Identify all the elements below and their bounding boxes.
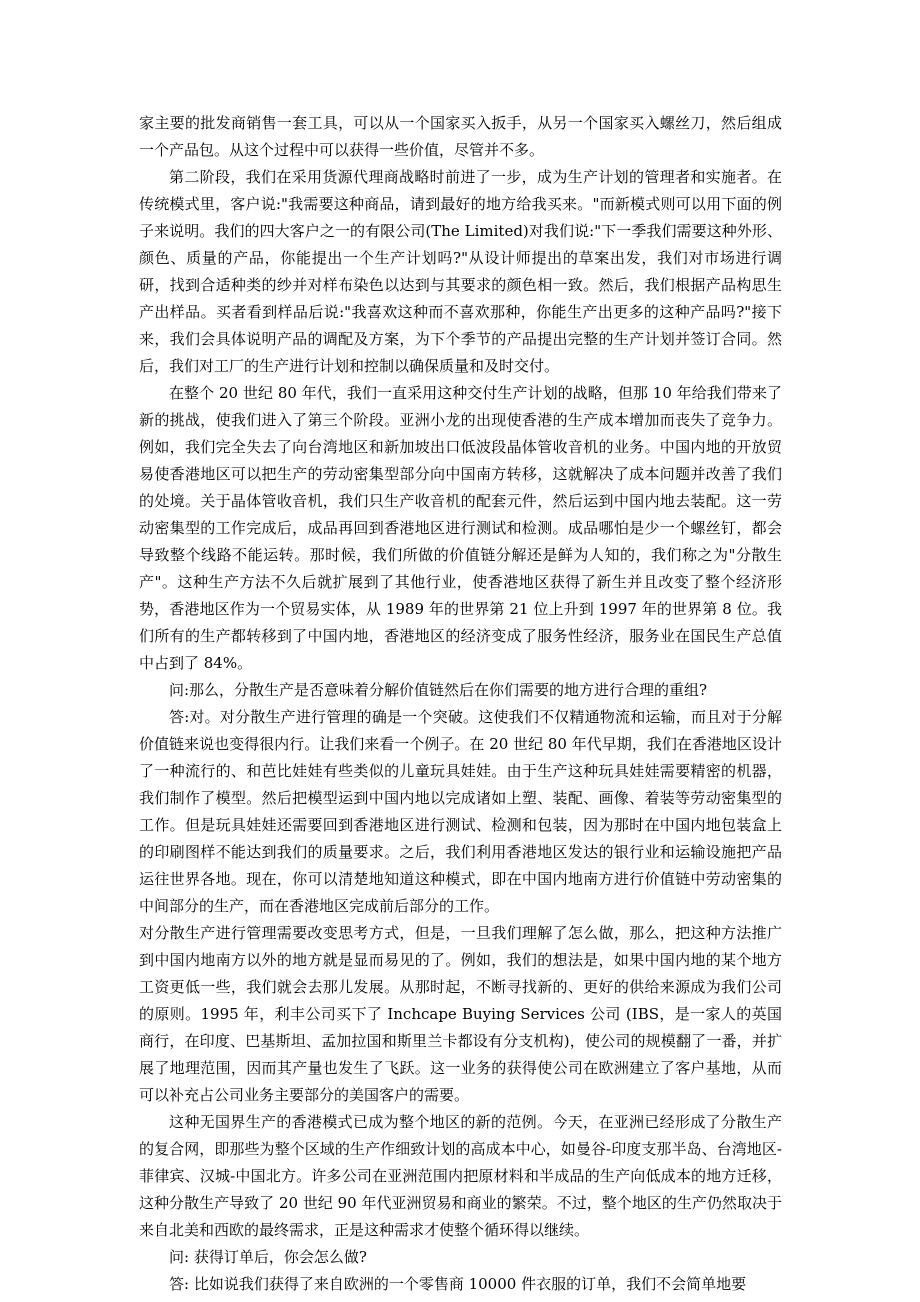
paragraph-5: 答:对。对分散生产进行管理的确是一个突破。这使我们不仅精通物流和运输，而且对于分解价值链来说也变得很内行。让我们来看一个例子。在 20 世纪 80 年代早期，我们在香港地区设计了一种流行的、和芭比娃娃有些类似的儿童玩具娃娃。由于生产这种玩具娃娃需要精密的机器，我们制作了模型。然后把模型运到中国内地以完成诸如上塑、装配、画像、着装等劳动密集型的工作。但是玩具娃娃还需要回到香港地区进行测试、检测和包装，因为那时在中国内地包装盒上的印刷图样不能达到我们的质量要求。之后，我们利用香港地区发达的银行业和运输设施把产品运往世界各地。现在，你可以清楚地知道这种模式，即在中国内地南方进行价值链中劳动密集的中间部分的生产，而在香港地区完成前后部分的工作。 bbox=[139, 708, 782, 915]
paragraph-2: 第二阶段，我们在采用货源代理商战略时前进了一步，成为生产计划的管理者和实施者。在传统模式里，客户说:"我需要这种商品，请到最好的地方给我买来。"而新模式则可以用下面的例子来说明。我们的四大客户之一的有限公司(The Limited)对我们说:"下一季我们需要这种外形、颜色、质量的产品，你能提出一个生产计划吗?"从设计师提出的草案出发，我们对市场进行调研，找到合适种类的纱并对样布染色以达到与其要求的颜色相一致。然后，我们根据产品构思生产出样品。买者看到样品后说:"我喜欢这种而不喜欢那种，你能生产出更多的这种产品吗?"接下来，我们会具体说明产品的调配及方案，为下个季节的产品提出完整的生产计划并签订合同。然后，我们对工厂的生产进行计划和控制以确保质量和及时交付。 bbox=[139, 168, 782, 375]
paragraph-7: 这种无国界生产的香港模式已成为整个地区的新的范例。今天，在亚洲已经形成了分散生产的复合网，即那些为整个区域的生产作细致计划的高成本中心，如曼谷-印度支那半岛、台湾地区-菲律宾、汉城-中国北方。许多公司在亚洲范围内把原材料和半成品的生产向低成本的地方迁移，这种分散生产导致了 20 世纪 90 年代亚洲贸易和商业的繁荣。不过，整个地区的生产仍然取决于来自北美和西欧的最终需求，正是这种需求才使整个循环得以继续。 bbox=[139, 1113, 782, 1239]
paragraph-1: 家主要的批发商销售一套工具，可以从一个国家买入扳手，从另一个国家买入螺丝刀，然后组成一个产品包。从这个过程中可以获得一些价值，尽管并不多。 bbox=[139, 114, 782, 159]
paragraph-9: 答: 比如说我们获得了来自欧洲的一个零售商 10000 件衣服的订单，我们不会简单地要 bbox=[169, 1275, 747, 1293]
paragraph-6: 对分散生产进行管理需要改变思考方式，但是，一旦我们理解了怎么做，那么，把这种方法推广到中国内地南方以外的地方就是显而易见的了。例如，我们的想法是，如果中国内地的某个地方工资更低一些，我们就会去那儿发展。从那时起，不断寻找新的、更好的供给来源成为我们公司的原则。1995 年，利丰公司买下了 Inchcape Buying Services 公司 (IBS，是一家人的英国商行，在印度、巴基斯坦、孟加拉国和斯里兰卡都设有分支机构)，使公司的规模翻了一番，并扩展了地理范围，因而其产量也发生了飞跃。这一业务的获得使公司在欧洲建立了客户基地，从而可以补充占公司业务主要部分的美国客户的需要。 bbox=[139, 924, 782, 1104]
document-page bbox=[139, 110, 782, 1298]
paragraph-4: 问:那么，分散生产是否意味着分解价值链然后在你们需要的地方进行合理的重组? bbox=[169, 681, 708, 699]
paragraph-3: 在整个 20 世纪 80 年代，我们一直采用这种交付生产计划的战略，但那 10 年给我们带来了新的挑战，使我们进入了第三个阶段。亚洲小龙的出现使香港的生产成本增加而丧失了竞争力。例如，我们完全失去了向台湾地区和新加坡出口低波段晶体管收音机的业务。中国内地的开放贸易使香港地区可以把生产的劳动密集型部分向中国南方转移，这就解决了成本问题并改善了我们的处境。关于晶体管收音机，我们只生产收音机的配套元件，然后运到中国内地去装配。这一劳动密集型的工作完成后，成品再回到香港地区进行测试和检测。成品哪怕是少一个螺丝钉，都会导致整个线路不能运转。那时候，我们所做的价值链分解还是鲜为人知的，我们称之为"分散生产"。这种生产方法不久后就扩展到了其他行业，使香港地区获得了新生并且改变了整个经济形势，香港地区作为一个贸易实体，从 1989 年的世界第 21 位上升到 1997 年的世界第 8 位。我们所有的生产都转移到了中国内地，香港地区的经济变成了服务性经济，服务业在国民生产总值中占到了 84%。 bbox=[139, 384, 782, 672]
paragraph-8: 问: 获得订单后，你会怎么做? bbox=[169, 1248, 367, 1266]
